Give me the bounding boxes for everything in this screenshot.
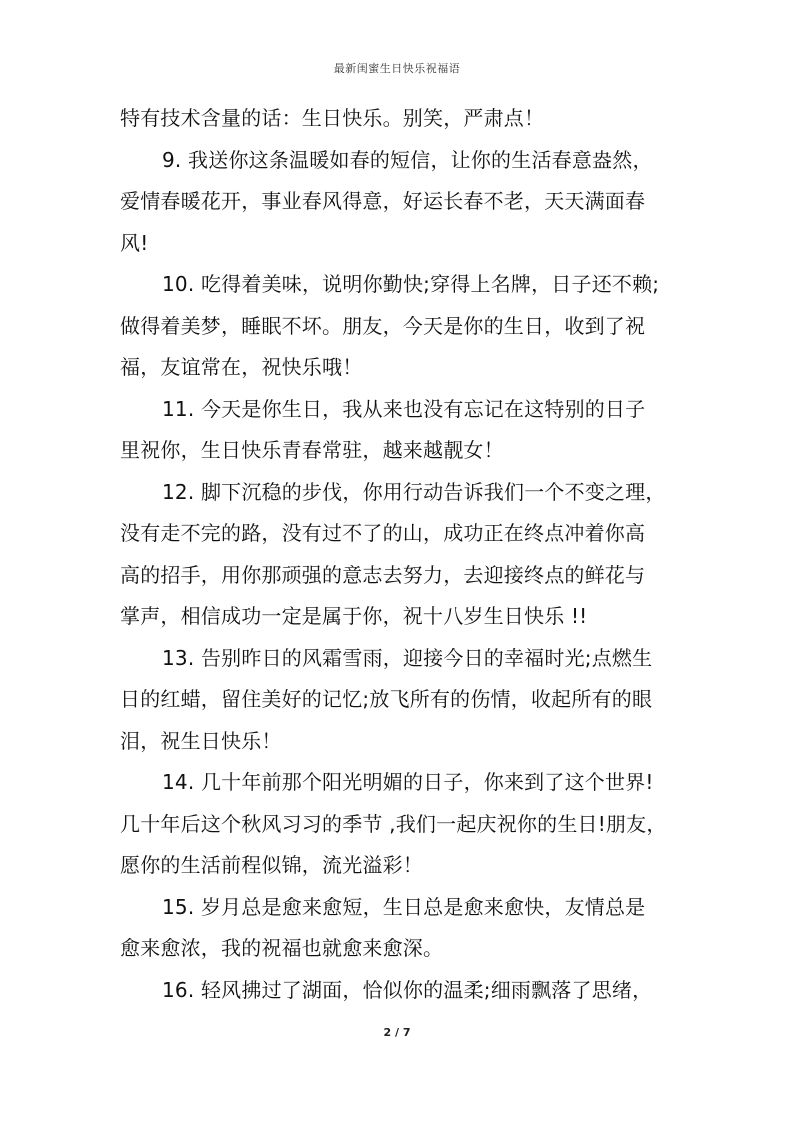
text-line: 13. 告别昨日的风霜雪雨，迎接今日的幸福时光;点燃生 <box>162 645 653 670</box>
page-number: 2 / 7 <box>383 1026 411 1039</box>
text-line: 没有走不完的路，没有过不了的山，成功正在终点冲着你高 <box>120 521 646 545</box>
text-line: 10. 吃得着美味，说明你勤快;穿得上名牌，日子还不赖; <box>162 272 660 296</box>
text-line: 14. 几十年前那个阳光明媚的日子，你来到了这个世界! <box>162 770 654 794</box>
text-line: 泪，祝生日快乐！ <box>120 728 282 753</box>
text-line: 高的招手，用你那顽强的意志去努力，去迎接终点的鲜花与 <box>120 562 646 587</box>
text-line: 爱情春暖花开，事业春风得意，好运长春不老，天天满面春 <box>120 189 646 213</box>
text-line: 福，友谊常在，祝快乐哦！ <box>120 355 363 379</box>
text-line: 11. 今天是你生日，我从来也没有忘记在这特别的日子 <box>162 396 646 421</box>
page-header-title: 最新闺蜜生日快乐祝福语 <box>333 62 461 75</box>
text-line: 9. 我送你这条温暖如春的短信，让你的生活春意盎然， <box>162 147 653 172</box>
text-line: 特有技术含量的话：生日快乐。别笑，严肃点！ <box>120 106 545 130</box>
text-line: 16. 轻风拂过了湖面，恰似你的温柔;细雨飘落了思绪， <box>162 977 653 1002</box>
text-line: 日的红蜡，留住美好的记忆;放飞所有的伤情，收起所有的眼 <box>120 687 653 711</box>
text-line: 风! <box>120 230 149 255</box>
text-line: 做得着美梦，睡眠不坏。朋友，今天是你的生日，收到了祝 <box>120 313 646 338</box>
text-line: 愿你的生活前程似锦，流光溢彩！ <box>120 853 423 877</box>
text-line: 几十年后这个秋风习习的季节 ,我们一起庆祝你的生日!朋友， <box>120 811 667 836</box>
text-line: 15. 岁月总是愈来愈短，生日总是愈来愈快，友情总是 <box>162 894 646 919</box>
text-line: 里祝你，生日快乐青春常驻，越来越靓女！ <box>120 438 504 462</box>
document-body <box>120 98 688 1011</box>
text-line: 掌声，相信成功一定是属于你，祝十八岁生日快乐 !! <box>120 604 588 628</box>
text-line: 愈来愈浓，我的祝福也就愈来愈深。 <box>120 936 444 960</box>
text-line: 12. 脚下沉稳的步伐，你用行动告诉我们一个不变之理， <box>162 479 666 504</box>
